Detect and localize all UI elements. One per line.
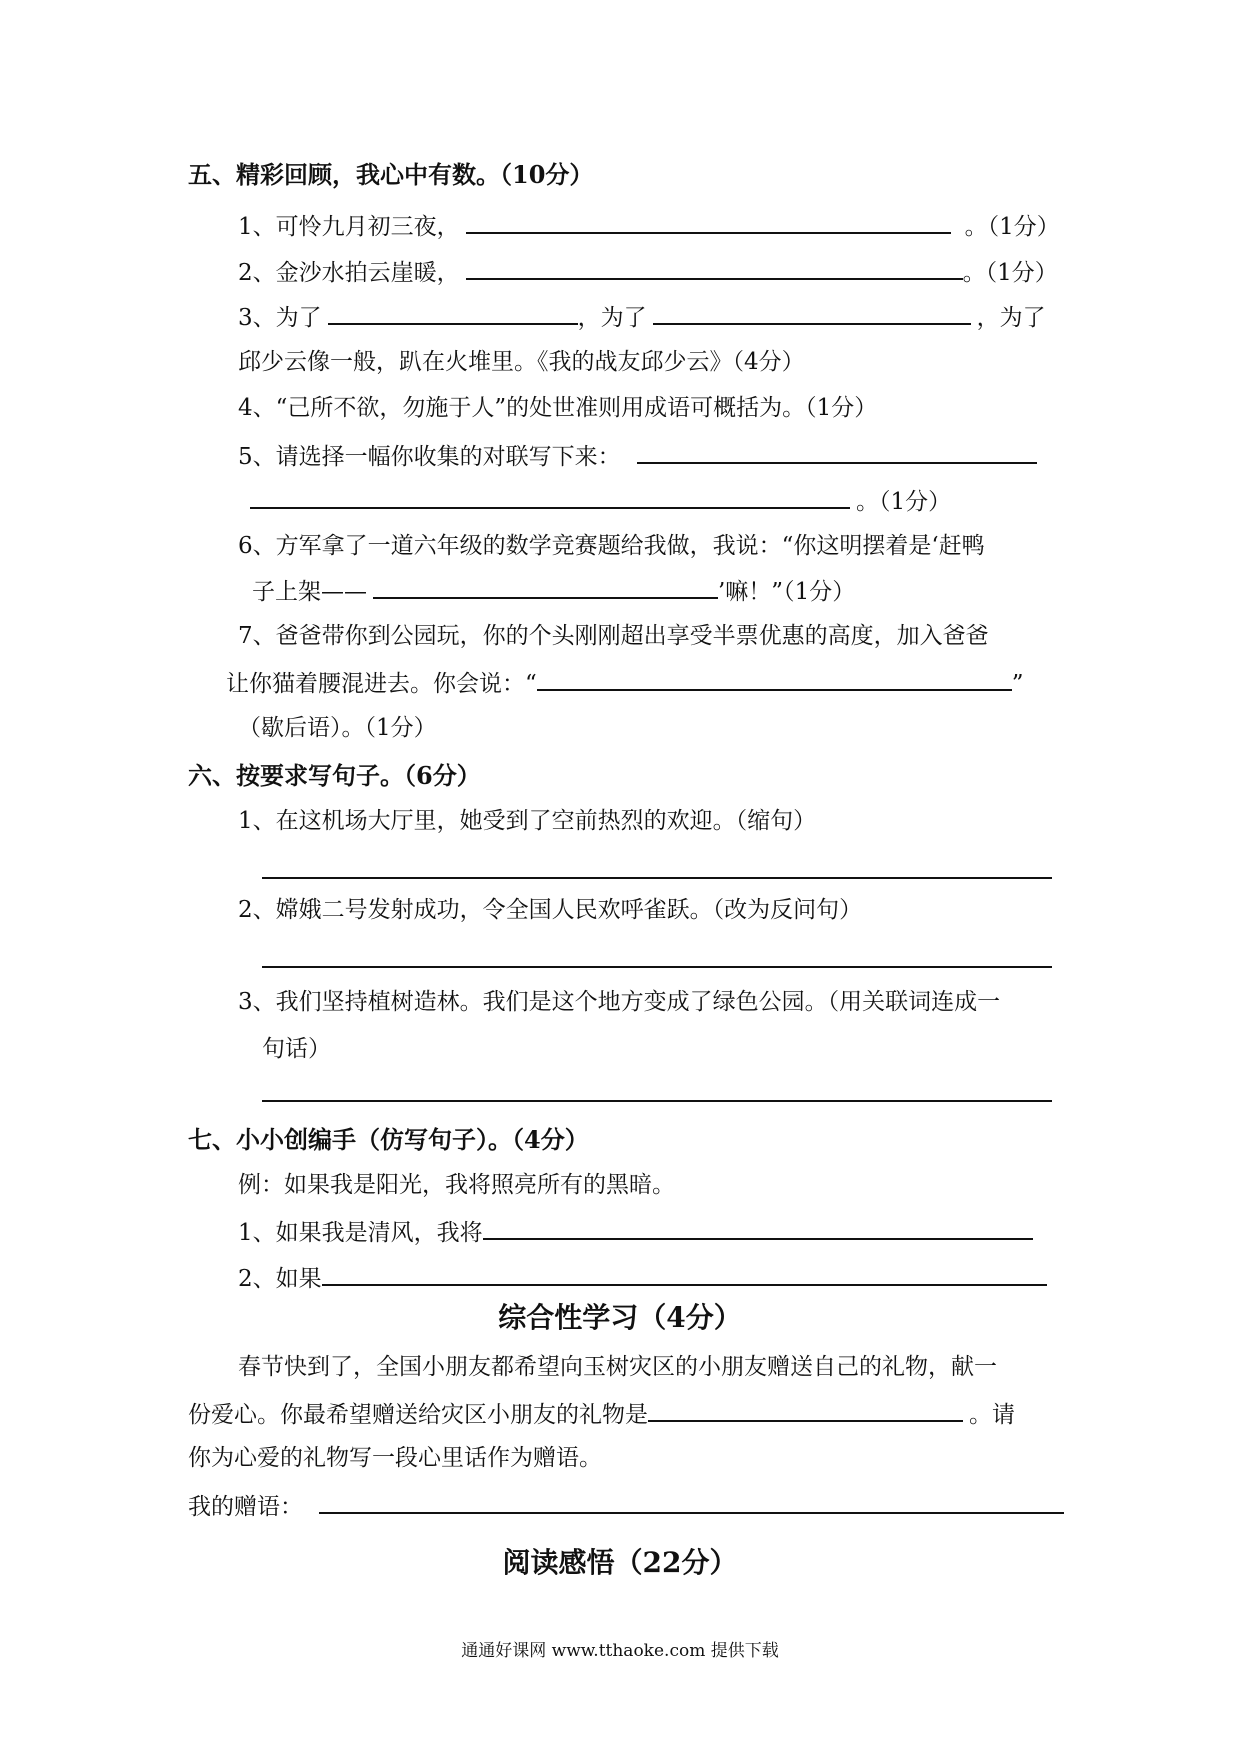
s5-q5-prefix: 5、请选择一幅你收集的对联写下来： [238, 444, 621, 470]
s5-question-3 [238, 301, 1046, 333]
s5-q3-end: ，为了 [976, 305, 1046, 331]
s5-q2-suffix: 。（1分） [962, 260, 1058, 286]
s7-question-2 [238, 1262, 1047, 1294]
s5-q1-blank[interactable] [466, 210, 951, 234]
s5-q3-blank-1[interactable] [328, 301, 578, 325]
s5-q3-mid: ，为了 [577, 305, 647, 331]
s5-question-7-line-2 [226, 667, 1024, 699]
s5-question-7-line-3: （歇后语）。（1分） [238, 715, 437, 741]
s5-q1-prefix: 1、可怜九月初三夜， [238, 214, 460, 240]
s6-question-1: 1、在这机场大厅里，她受到了空前热烈的欢迎。（缩句） [238, 808, 817, 834]
reading-title: 阅读感悟（22分） [502, 1546, 738, 1579]
comprehensive-line-1: 春节快到了，全国小朋友都希望向玉树灾区的小朋友赠送自己的礼物，献一 [238, 1354, 997, 1380]
s7-example: 例：如果我是阳光，我将照亮所有的黑暗。 [238, 1172, 675, 1198]
s6-q3-answer-line[interactable] [262, 1100, 1052, 1102]
section-7-heading: 七、小小创编手（仿写句子）。（4分） [188, 1125, 589, 1154]
gift-message-blank[interactable] [319, 1490, 1064, 1514]
s5-question-6-line-2 [252, 575, 855, 607]
s5-question-1 [238, 210, 1060, 242]
s7-q1-blank[interactable] [483, 1216, 1033, 1240]
s5-question-4: 4、“己所不欲，勿施于人”的处世准则用成语可概括为。（1分） [238, 395, 878, 421]
s5-q5-blank-1[interactable] [637, 440, 1037, 464]
s5-q3-prefix: 3、为了 [238, 305, 322, 331]
s5-question-7: 7、爸爸带你到公园玩，你的个头刚刚超出享受半票优惠的高度，加入爸爸 [238, 623, 989, 649]
s6-question-3-line-2: 句话） [262, 1036, 331, 1062]
s5-q2-blank[interactable] [466, 256, 963, 280]
comprehensive-line-2 [188, 1398, 1015, 1430]
s7-q1-prefix: 1、如果我是清风，我将 [238, 1220, 483, 1246]
s6-question-3: 3、我们坚持植树造林。我们是这个地方变成了绿色公园。（用关联词连成一 [238, 989, 1001, 1015]
s5-question-2 [238, 256, 1058, 288]
s5-q6-prefix: 子上架—— [252, 579, 367, 605]
comprehensive-title: 综合性学习（4分） [498, 1301, 742, 1334]
s7-question-1 [238, 1216, 1033, 1248]
gift-label: 我的赠语： [188, 1494, 303, 1520]
comprehensive-suffix: 。请 [969, 1402, 1015, 1428]
s5-question-6: 6、方军拿了一道六年级的数学竞赛题给我做，我说：“你这明摆着是‘赶鸭 [238, 533, 985, 559]
s5-question-5-line-2 [250, 485, 951, 517]
s6-q1-answer-line[interactable] [262, 877, 1052, 879]
s5-q6-blank[interactable] [373, 575, 718, 599]
s5-q2-prefix: 2、金沙水拍云崖暖， [238, 260, 460, 286]
s7-q2-blank[interactable] [322, 1262, 1047, 1286]
s5-q5-suffix: 。（1分） [856, 489, 952, 515]
s5-q7-close: ” [1011, 671, 1024, 697]
s5-question-3-line-2: 邱少云像一般，趴在火堆里。《我的战友邱少云》（4分） [238, 349, 805, 375]
gift-message-line [188, 1490, 1064, 1522]
s5-q3-blank-2[interactable] [653, 301, 971, 325]
s5-q7-blank[interactable] [537, 667, 1012, 691]
s5-q5-blank-2[interactable] [250, 485, 850, 509]
s5-q6-suffix: ’嘛！”（1分） [718, 579, 856, 605]
s5-q1-suffix: 。（1分） [964, 214, 1060, 240]
comprehensive-line-3: 你为心爱的礼物写一段心里话作为赠语。 [188, 1445, 602, 1471]
s5-question-5 [238, 440, 1037, 472]
s6-q2-answer-line[interactable] [262, 966, 1052, 968]
footer-credit: 通通好课网 www.tthaoke.com 提供下载 [461, 1641, 779, 1661]
section-6-heading: 六、按要求写句子。（6分） [188, 761, 481, 790]
s6-question-2: 2、嫦娥二号发射成功，令全国人民欢呼雀跃。（改为反问句） [238, 897, 863, 923]
section-5-heading: 五、精彩回顾，我心中有数。（10分） [188, 160, 594, 189]
gift-blank[interactable] [648, 1398, 963, 1422]
comprehensive-prompt: 份爱心。你最希望赠送给灾区小朋友的礼物是 [188, 1402, 648, 1428]
s7-q2-prefix: 2、如果 [238, 1266, 322, 1292]
s5-q7-prefix: 让你猫着腰混进去。你会说：“ [226, 671, 537, 697]
